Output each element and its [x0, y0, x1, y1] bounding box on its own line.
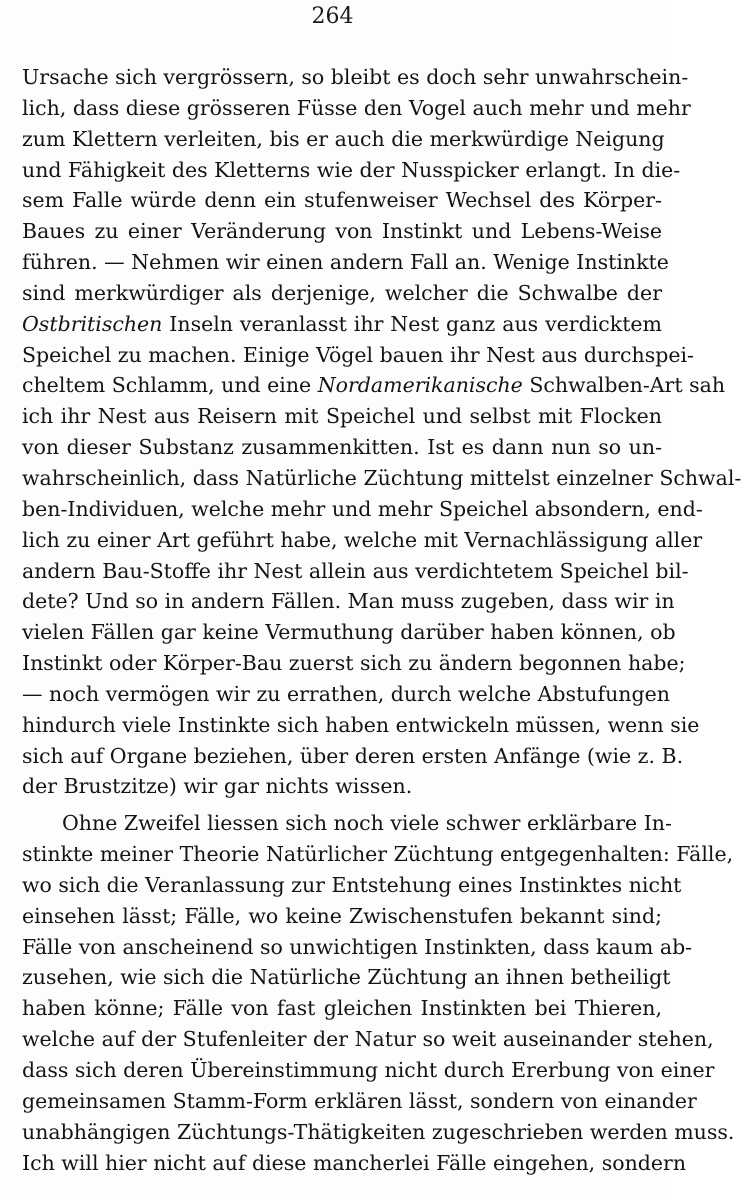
- text-segment: Schwalben-Art sah: [522, 373, 726, 398]
- text-line: zusehen, wie sich die Natürliche Züchtung an ihnen betheiligt: [22, 965, 671, 990]
- text-line: Ursache sich vergrössern, so bleibt es doch sehr unwahrschein-: [22, 65, 689, 89]
- text-line: dete? Und so in andern Fällen. Man muss zugeben, dass wir in: [22, 589, 675, 614]
- text-segment: Inseln veranlasst ihr Nest ganz aus verdicktem: [162, 311, 662, 336]
- text-line: sich auf Organe beziehen, über deren ersten Anfänge (wie z. B.: [22, 743, 684, 768]
- body-text: [22, 62, 741, 1178]
- text-line: Speichel zu machen. Einige Vögel bauen ihr Nest aus durchspei-: [22, 342, 694, 367]
- text-line: Baues zu einer Veränderung von Instinkt und Lebens-Weise: [22, 219, 662, 244]
- text-line: unabhängigen Züchtungs-Thätigkeiten zugeschrieben werden muss.: [22, 1119, 735, 1144]
- text-line: vielen Fällen gar keine Vermuthung darüber haben können, ob: [22, 620, 676, 645]
- text-line: — noch vermögen wir zu errathen, durch welche Abstufungen: [22, 681, 670, 706]
- text-line: stinkte meiner Theorie Natürlicher Züchtung entgegenhalten: Fälle,: [22, 842, 734, 867]
- text-line: ich ihr Nest aus Reisern mit Speichel und selbst mit Flocken: [22, 404, 662, 429]
- text-line: andern Bau-Stoffe ihr Nest allein aus verdichtetem Speichel bil-: [22, 558, 689, 583]
- text-line: gemeinsamen Stamm-Form erklären lässt, sondern von einander: [22, 1088, 697, 1113]
- text-line: [22, 309, 662, 340]
- text-line: lich zu einer Art geführt habe, welche mit Vernachlässigung aller: [22, 527, 703, 552]
- text-line: haben könne; Fälle von fast gleichen Instinkten bei Thieren,: [22, 996, 662, 1021]
- text-line: Fälle von anscheinend so unwichtigen Instinkten, dass kaum ab-: [22, 934, 693, 959]
- text-line: ben-Individuen, welche mehr und mehr Speichel absondern, end-: [22, 496, 703, 521]
- text-line: wo sich die Veranlassung zur Entstehung eines Instinktes nicht: [22, 872, 682, 897]
- italic-text-segment: Nordamerikanische: [317, 373, 523, 398]
- page-number: 264: [311, 4, 354, 29]
- text-line: welche auf der Stufenleiter der Natur so weit auseinander stehen,: [22, 1027, 714, 1052]
- italic-text-segment: Ostbritischen: [22, 311, 163, 336]
- text-line: dass sich deren Übereinstimmung nicht durch Ererbung von einer: [22, 1058, 715, 1082]
- text-line: von dieser Substanz zusammenkitten. Ist es dann nun so un-: [22, 435, 662, 460]
- text-line: [22, 370, 726, 401]
- text-line: der Brustzitze) wir gar nichts wissen.: [22, 774, 413, 799]
- text-segment: cheltem Schlamm, und eine: [22, 373, 318, 398]
- text-line: Ohne Zweifel liessen sich noch viele schwer erklärbare In-: [62, 811, 672, 836]
- text-line: und Fähigkeit des Kletterns wie der Nusspicker erlangt. In die-: [22, 157, 681, 182]
- text-line: hindurch viele Instinkte sich haben entwickeln müssen, wenn sie: [22, 712, 700, 737]
- text-line: sind merkwürdiger als derjenige, welcher die Schwalbe der: [22, 280, 662, 305]
- text-line: führen. — Nehmen wir einen andern Fall an. Wenige Instinkte: [22, 250, 669, 275]
- text-line: sem Falle würde denn ein stufenweiser Wechsel des Körper-: [22, 188, 662, 213]
- text-line: lich, dass diese grösseren Füsse den Vogel auch mehr und mehr: [22, 95, 691, 120]
- text-line: Instinkt oder Körper-Bau zuerst sich zu ändern begonnen habe;: [22, 651, 686, 676]
- text-line: einsehen lässt; Fälle, wo keine Zwischenstufen bekannt sind;: [22, 903, 662, 928]
- text-line: wahrscheinlich, dass Natürliche Züchtung mittelst einzelner Schwal-: [22, 465, 741, 490]
- text-line: Ich will hier nicht auf diese mancherlei Fälle eingehen, sondern: [22, 1150, 687, 1175]
- text-line: zum Klettern verleiten, bis er auch die merkwürdige Neigung: [22, 126, 665, 151]
